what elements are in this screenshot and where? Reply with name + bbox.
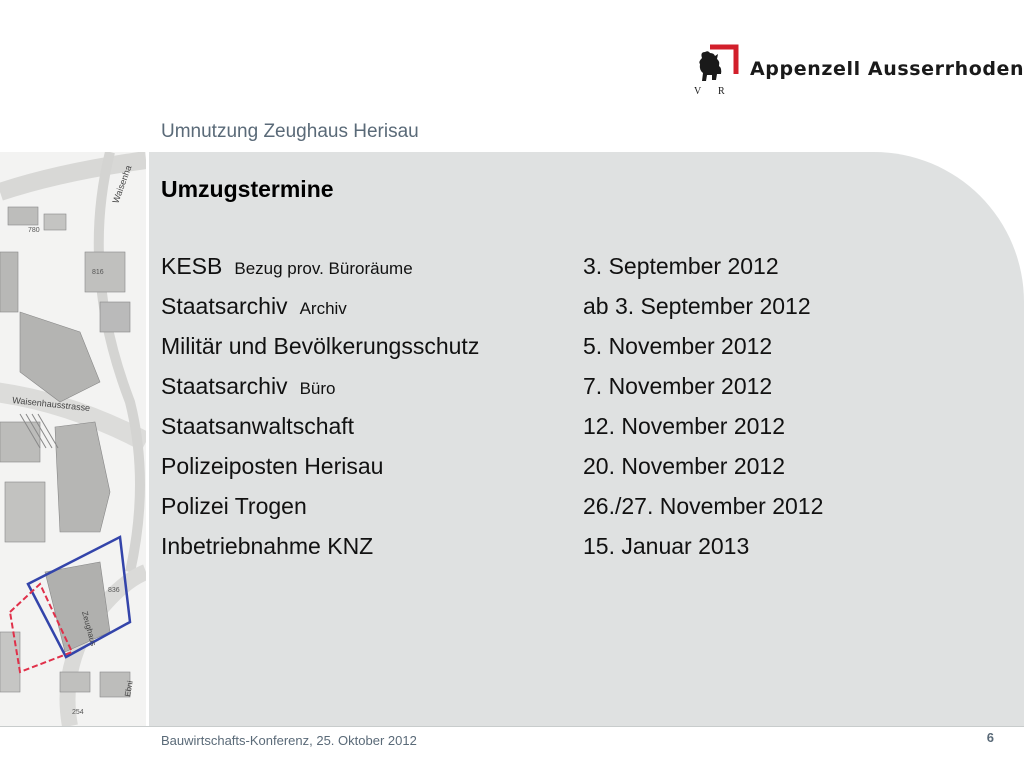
map-label-street: Waisenhausstrasse	[11, 395, 91, 414]
schedule-item-name: Militär und Bevölkerungsschutz	[161, 333, 480, 359]
schedule-row	[161, 288, 921, 328]
map-label-zeughaus: Zeughaus	[80, 610, 98, 647]
map-label-parcel: 780	[28, 227, 40, 234]
relocation-schedule	[161, 248, 921, 568]
schedule-item-date: 7. November 2012	[583, 373, 773, 399]
footer-divider	[0, 726, 1024, 727]
schedule-item-date: 26./27. November 2012	[583, 493, 824, 519]
schedule-item-name: Polizeiposten Herisau	[161, 453, 384, 479]
schedule-item-date: 20. November 2012	[583, 453, 786, 479]
schedule-item-note: Bezug prov. Büroräume	[234, 259, 413, 278]
map-label-parcel: 254	[72, 709, 84, 716]
schedule-item-name: KESB Bezug prov. Büroräume	[161, 253, 413, 279]
schedule-row	[161, 368, 921, 408]
map-label-parcel: 816	[92, 269, 104, 276]
canton-name: Appenzell Ausserrhoden	[750, 58, 1024, 80]
schedule-item-note: Archiv	[299, 299, 347, 318]
map-label-parcel: 836	[108, 587, 120, 594]
schedule-row	[161, 528, 921, 568]
slide-title: Umzugstermine	[161, 176, 334, 202]
coat-of-arms-icon	[692, 44, 742, 100]
schedule-row	[161, 408, 921, 448]
schedule-item-name: Staatsanwaltschaft	[161, 413, 355, 439]
schedule-item-name: Inbetriebnahme KNZ	[161, 533, 374, 559]
schedule-item-date: 5. November 2012	[583, 333, 773, 359]
schedule-item-date: 12. November 2012	[583, 413, 786, 439]
schedule-row	[161, 248, 921, 288]
presentation-subtitle: Umnutzung Zeughaus Herisau	[161, 121, 419, 142]
page-number: 6	[986, 730, 994, 745]
footer-event-info: Bauwirtschafts-Konferenz, 25. Oktober 2012	[161, 733, 417, 748]
schedule-item-date: 15. Januar 2013	[583, 533, 750, 559]
schedule-item-date: ab 3. September 2012	[583, 293, 811, 319]
schedule-item-name: Staatsarchiv Büro	[161, 373, 336, 399]
map-label-street-bottom: Ebni	[123, 680, 135, 698]
schedule-row	[161, 448, 921, 488]
svg-text:V: V	[694, 86, 702, 97]
canton-logo	[692, 44, 1024, 100]
schedule-item-note: Büro	[299, 379, 336, 398]
svg-text:R: R	[718, 86, 725, 97]
schedule-item-name: Staatsarchiv Archiv	[161, 293, 347, 319]
schedule-item-date: 3. September 2012	[583, 253, 779, 279]
schedule-item-name: Polizei Trogen	[161, 493, 307, 519]
map-label-street-top: Waisenha	[110, 163, 134, 205]
schedule-row	[161, 488, 921, 528]
site-map-image	[0, 152, 146, 726]
schedule-row	[161, 328, 921, 368]
